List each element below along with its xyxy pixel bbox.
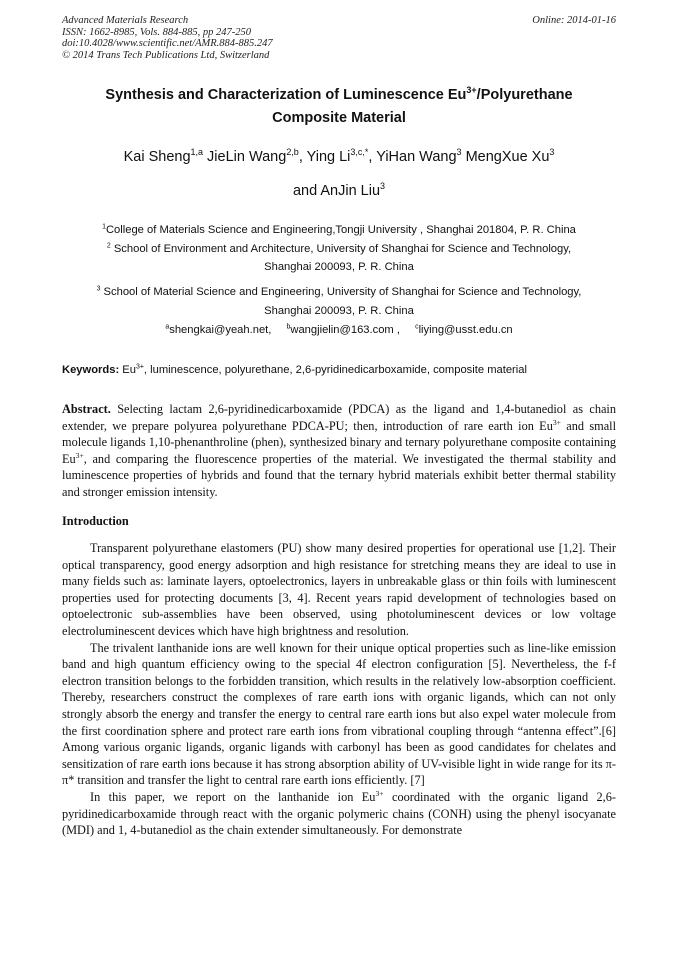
online-date: Online: 2014-01-16	[532, 15, 616, 26]
journal-name: Advanced Materials Research	[62, 15, 189, 26]
author-name: JieLin Wang	[207, 149, 287, 165]
author-emails	[62, 324, 616, 336]
abstract: Abstract. Selecting lactam 2,6-pyridinedicarboxamide (PDCA) as the ligand and 1,4-butanediol as chain extender, we prepare polyurea polyurethane PDCA-PU; then, introduction of rare earth ion $Eu^{3+}$ and small molecule ligands 1,10-phenanthroline (phen), synthesized binary and ternary polyurethane composite containing $Eu^{3+}$, and comparing the fluorescence properties of the material. We investigated the thermal stability and luminescence properties of hybrids and found that the ternary hybrid materials exhibit better thermal stability and stronger emission intensity.	[62, 402, 617, 499]
abstract-label: Abstract.	[62, 402, 111, 416]
keywords: Keywords: $Eu^{3+}$, luminescence, polyurethane, 2,6-pyridinedicarboxamide, composite material	[62, 363, 527, 376]
email-a[interactable]: $^a$shengkai@yeah.net,	[165, 323, 272, 336]
email-b[interactable]: $^b$wangjielin@163.com ,	[286, 323, 400, 336]
affiliation-2: $^2$ School of Environment and Architecture, University of Shanghai for Science and Technology,	[106, 241, 572, 255]
affiliation-3: $^3$ School of Material Science and Engineering, University of Shanghai for Science and Technology, Shanghai 200093, P. R. China	[96, 285, 582, 317]
introduction-heading: Introduction	[62, 514, 129, 528]
paragraph: In this paper, we report on the lanthanide ion $Eu^{3+}$ coordinated with the organic ligand 2,6-pyridinedicarboxamide through react with the organic polymeric chains (CONH) using the phenyl isocyanate (MDI) and 1, 4-butanediol as the chain extender simultaneously. For demonstrate	[62, 788, 616, 838]
author-name: and AnJin Liu	[292, 183, 381, 199]
author-name: Ying Li	[306, 149, 351, 165]
journal-header	[62, 15, 273, 61]
paragraph: The trivalent lanthanide ions are well known for their unique optical properties such as line-like emission band and high quantum efficiency owing to the special 4f electron configuration [5]. Nevertheless, the f-f electron transition belongs to the forbidden transition, which results in the relatively low-absorption coefficient. Thereby, researchers construct the complexes of rare earth ions with organic ligands, which can not only strongly absorb the energy and transfer the energy to central rare earth ions but also expel water molecule from the first coordination sphere and protect rare earth ions from vibrational coupling through “antenna effect”.[6] Among various organic ligands, organic ligands with carbonyl has been as good candidates for chelates and sensitization of rare earth ions because it has strong absorption ability of UV-visible light in wide range for its π-π* transition and transfer the light to central rare earth ions efficiently. [7]	[62, 640, 616, 788]
introduction-body	[62, 540, 616, 839]
doi-line[interactable]: doi:10.4028/www.scientific.net/AMR.884-885.247	[62, 38, 273, 49]
copyright-line: © 2014 Trans Tech Publications Ltd, Switzerland	[62, 49, 270, 61]
affiliation-1: $^1$College of Materials Science and Engineering,Tongji University , Shanghai 201804, P. R. China	[102, 223, 576, 236]
affiliations: $^1$College of Materials Science and Engineering,Tongji University , Shanghai 201804, P. R. China $^2$ School of Environment and Architecture, University of Shanghai for Science and Technology, Shanghai 200093, P. R. China	[62, 221, 616, 277]
author-name: MengXue Xu	[465, 149, 550, 165]
author-list: Kai Sheng$^{1,a}$ JieLin Wang$^{2,b}$, Ying $Li^{3,c,*}$, YiHan Wang$^3$ MengXue Xu$^3$ and AnJin Liu$^3$	[123, 147, 555, 199]
author-name: YiHan Wang	[376, 149, 457, 165]
issn-line: ISSN: 1662-8985, Vols. 884-885, pp 247-250	[62, 26, 251, 38]
keywords-label: Keywords:	[62, 364, 120, 376]
email-c[interactable]: $^c$liying@usst.edu.cn	[415, 323, 513, 336]
paragraph: Transparent polyurethane elastomers (PU) show many desired properties for operational use [1,2]. Their optical transparency, good energy adsorption and high resistance for stretching means they are ideal to use in many fields such as: laminate layers, optoelectronics, layers in unbreakable glass or thin foils with luminescent properties used for protecting documents [3, 4]. Recent years rapid development of technologies based on optoelectronic sub-assemblies have been observed, using photoluminescent devices or low voltage electroluminescent devices which have high brightness and resolution.	[62, 541, 616, 638]
paper-title: Synthesis and Characterization of Luminescence $Eu^{3+}$/Polyurethane Composite Material	[105, 85, 573, 126]
author-name: Kai Sheng	[123, 149, 191, 165]
